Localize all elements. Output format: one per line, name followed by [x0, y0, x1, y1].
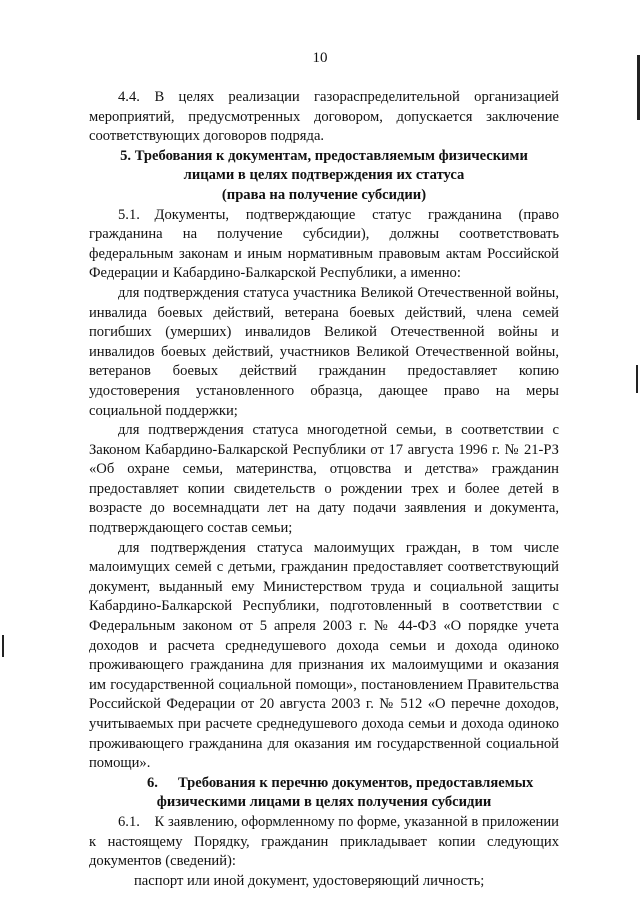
paragraph-4-4: 4.4. В целях реализации газораспределительной организацией мероприятий, предусмотренных договором, допускается заключение соответствующих договоров подряда. [89, 89, 559, 145]
scan-edge-mark [2, 635, 4, 657]
page-number: 10 [312, 50, 328, 66]
section-6-heading-line-1 [89, 774, 559, 794]
section-5-heading-line-2: лицами в целях подтверждения их статуса [183, 167, 465, 184]
section-6-heading-line-2: физическими лицами в целях получения субсидии [156, 794, 492, 811]
paragraph-6-1: 6.1. К заявлению, оформленному по форме, указанной в приложении к настоящему Порядку, гражданин прикладывает копии следующих документов (сведений): [89, 813, 559, 870]
section-6-heading-text: Требования к перечню документов, предоставляемых [178, 774, 534, 791]
paragraph-large-family-status: для подтверждения статуса многодетной семьи, в соответствии с Законом Кабардино-Балкарской Республики от 17 августа 1996 г. № 21-РЗ «Об охране семьи, материнства, отцовства и детства» гражданин предоставляет копии свидетельств о рождении трех и более детей в возрасте до восемнадцати лет на дату подачи заявления и документа, подтверждающего состав семьи; [89, 422, 559, 537]
scan-edge-mark [636, 365, 638, 393]
section-5-heading-line-3: (права на получение субсидии) [221, 186, 427, 203]
section-6-number: 6. [147, 774, 158, 791]
section-5-heading-line-1: 5. Требования к документам, предоставляемым физическими [120, 147, 528, 164]
paragraph-passport: паспорт или иной документ, удостоверяющий личность; [134, 872, 485, 889]
paragraph-5-1: 5.1. Документы, подтверждающие статус гражданина (право гражданина на получение субсидии), должны соответствовать федеральным законам и иным нормативным правовым актам Российской Федерации и Кабардино-Балкарской Республики, а именно: [89, 206, 559, 282]
page-content [89, 88, 559, 891]
paragraph-veterans-status: для подтверждения статуса участника Великой Отечественной войны, инвалида боевых действий, ветерана боевых действий, члена семей погибших (умерших) инвалидов Великой Отечественной войны и инвалидов боевых действий, участников Великой Отечественной войны, ветеранов боевых действий гражданин предоставляет копию удостоверения установленного образца, дающее право на меры социальной поддержки; [89, 284, 559, 419]
paragraph-low-income-status: для подтверждения статуса малоимущих граждан, в том числе малоимущих семей с детьми, гражданин предоставляет соответствующий документ, выданный ему Министерством труда и социальной защиты Кабардино-Балкарской Республики, подготовленный в соответствии с Федеральным законом от 5 апреля 2003 г. № 44-ФЗ «О порядке учета доходов и расчета среднедушевого дохода семьи и дохода одиноко проживающего гражданина для признания их малоимущими и оказания им государственной социальной помощи», постановлением Правительства Российской Федерации от 20 августа 2003 г. № 512 «О перечне доходов, учитываемых при расчете среднедушевого дохода семьи и дохода одиноко проживающего гражданина для оказания им государственной социальной помощи». [89, 539, 559, 772]
